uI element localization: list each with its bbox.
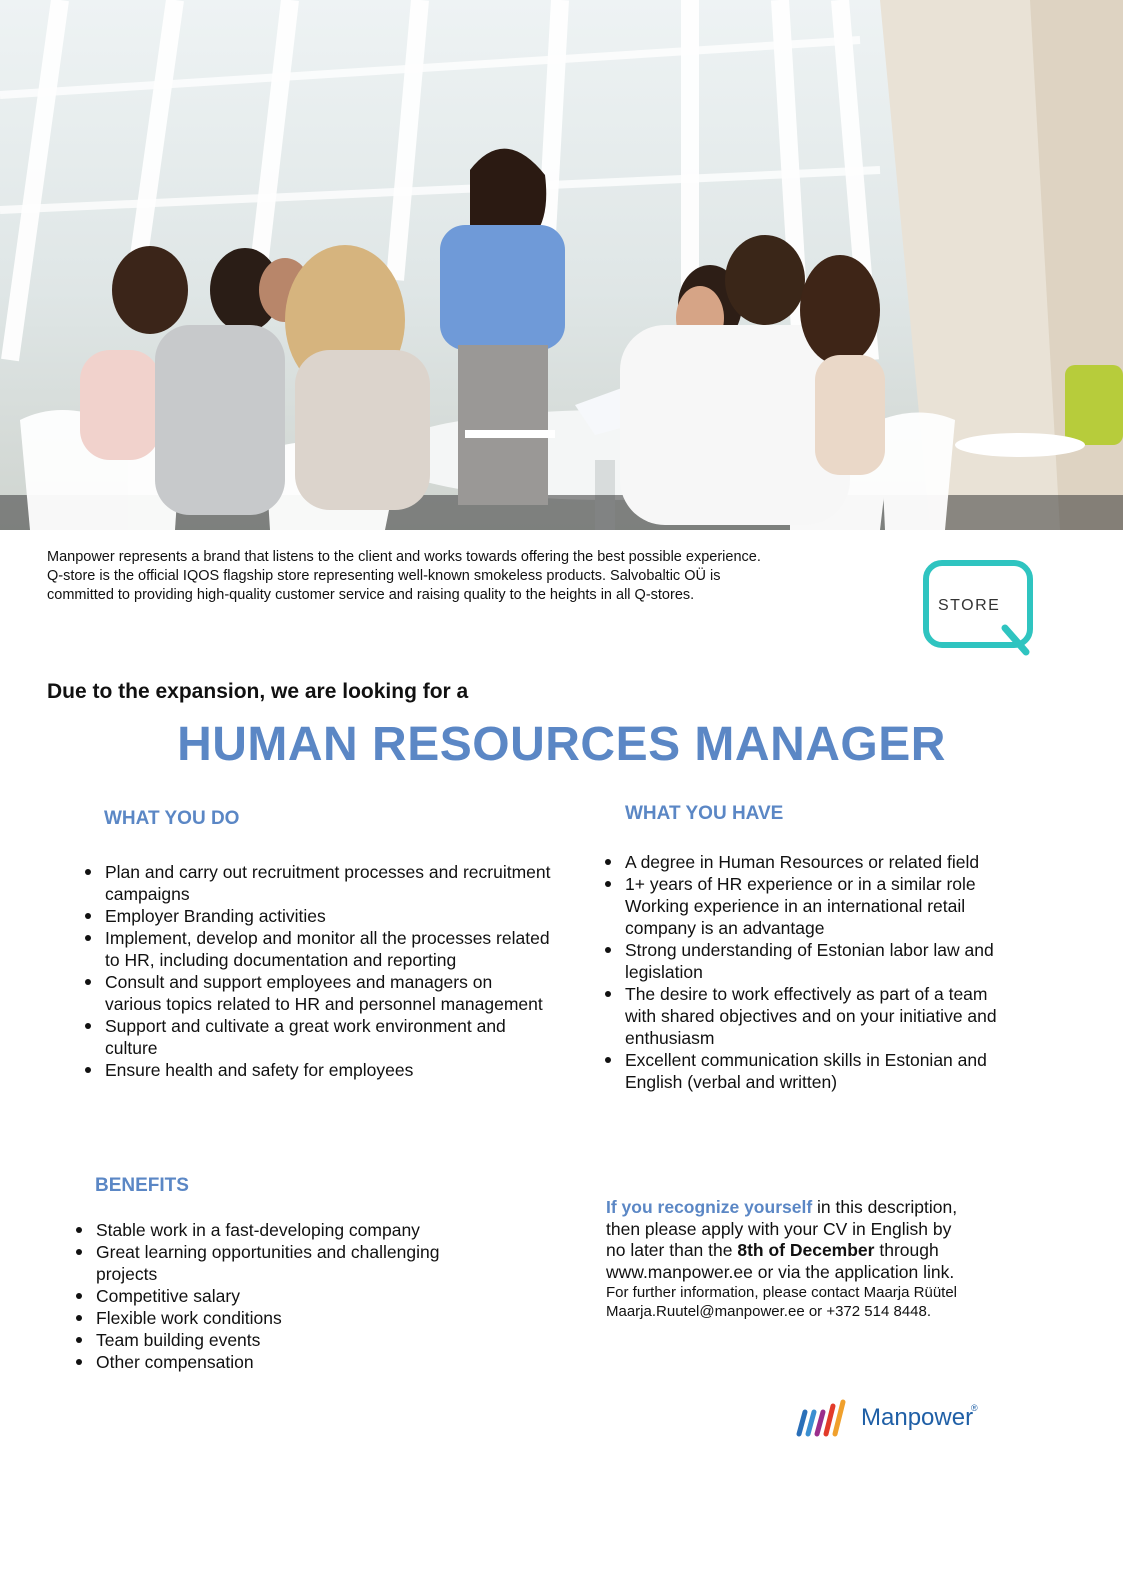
what-you-do-heading: WHAT YOU DO — [104, 808, 240, 829]
list-item: Employer Branding activities — [81, 905, 551, 927]
apply-line-1 — [606, 1197, 1046, 1219]
contact-line-1: For further information, please contact Maarja Rüütel — [606, 1284, 957, 1301]
list-item: Support and cultivate a great work environment and culture — [81, 1015, 551, 1059]
list-item: Consult and support employees and managers on various topics related to HR and personnel management — [81, 971, 551, 1015]
list-item: Other compensation — [72, 1351, 492, 1373]
apply-text-1: in this description, — [812, 1197, 958, 1217]
what-you-do-list — [81, 861, 551, 1081]
manpower-logo — [795, 1398, 985, 1438]
list-item: Stable work in a fast-developing company — [72, 1219, 492, 1241]
lead-text: Due to the expansion, we are looking for a — [47, 680, 469, 703]
list-item: Competitive salary — [72, 1285, 492, 1307]
list-item: Flexible work conditions — [72, 1307, 492, 1329]
apply-line-3 — [606, 1240, 1046, 1262]
benefits-heading: BENEFITS — [95, 1175, 189, 1196]
list-item: Strong understanding of Estonian labor law and legislation — [601, 939, 1021, 983]
apply-line-2: then please apply with your CV in English by — [606, 1218, 952, 1239]
manpower-logo-text: Manpower — [861, 1404, 974, 1431]
apply-line-3-post: through — [874, 1240, 939, 1260]
intro-text — [47, 548, 847, 605]
list-item: Excellent communication skills in Estonian and English (verbal and written) — [601, 1049, 1021, 1093]
manpower-logo-reg: ® — [971, 1403, 978, 1413]
intro-line: Q-store is the official IQOS flagship store representing well-known smokeless products. Salvobaltic OÜ is — [47, 568, 721, 584]
job-title: HUMAN RESOURCES MANAGER — [177, 718, 946, 771]
hero-photo — [0, 0, 1123, 530]
meeting-illustration — [0, 0, 1123, 530]
what-you-have-heading: WHAT YOU HAVE — [625, 803, 784, 824]
list-item: Plan and carry out recruitment processes and recruitment campaigns — [81, 861, 551, 905]
apply-deadline: 8th of December — [737, 1240, 875, 1260]
list-item: Team building events — [72, 1329, 492, 1351]
manpower-logo-icon — [795, 1398, 859, 1438]
benefits-list — [72, 1219, 492, 1373]
qstore-logo-text: STORE — [938, 597, 1001, 614]
apply-text — [606, 1197, 1046, 1321]
apply-highlight: If you recognize yourself — [606, 1197, 813, 1217]
apply-link-line[interactable]: www.manpower.ee or via the application link. — [606, 1261, 955, 1282]
apply-line-3-pre: no later than the — [606, 1240, 738, 1260]
qstore-logo — [923, 560, 1043, 660]
contact-line-2[interactable]: Maarja.Ruutel@manpower.ee or +372 514 8448. — [606, 1303, 932, 1320]
list-item: 1+ years of HR experience or in a similar role Working experience in an international retail company is an advantage — [601, 873, 1021, 939]
list-item: Ensure health and safety for employees — [81, 1059, 551, 1081]
list-item: A degree in Human Resources or related field — [601, 851, 1021, 873]
list-item: The desire to work effectively as part of a team with shared objectives and on your initiative and enthusiasm — [601, 983, 1021, 1049]
intro-line: committed to providing high-quality customer service and raising quality to the heights in all Q-stores. — [47, 587, 695, 603]
what-you-have-list — [601, 851, 1021, 1093]
list-item: Great learning opportunities and challenging projects — [72, 1241, 492, 1285]
intro-line: Manpower represents a brand that listens to the client and works towards offering the best possible experience. — [47, 549, 761, 565]
list-item: Implement, develop and monitor all the processes related to HR, including documentation and reporting — [81, 927, 551, 971]
